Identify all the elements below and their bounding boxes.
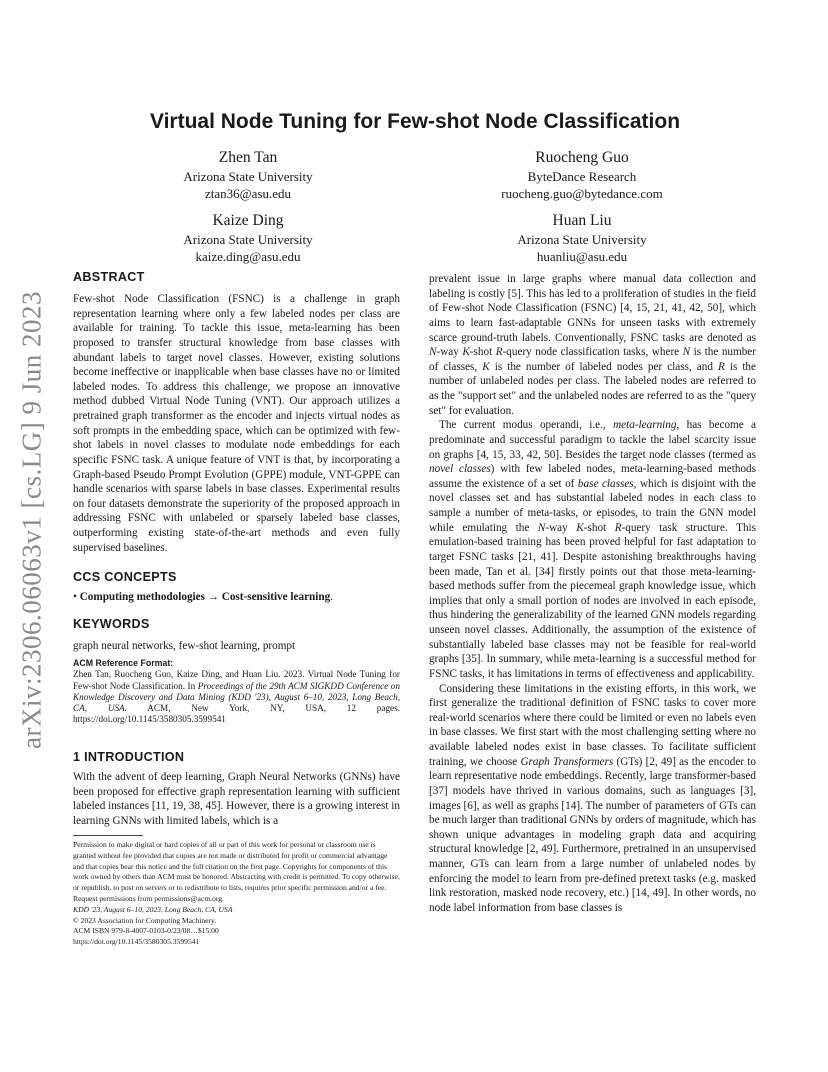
emphasis: novel classes bbox=[429, 463, 491, 476]
math-k: K bbox=[576, 521, 584, 534]
author-block bbox=[452, 147, 712, 202]
author-block bbox=[118, 210, 378, 265]
text-run: -query node classification tasks, where bbox=[502, 346, 683, 359]
acm-ref-venue: Proceedings of the 29th ACM SIGKDD Conference on Knowledge Discovery and Data Mining (KDD '23), August 6–10, 2023, Long Beach, CA, USA. bbox=[73, 680, 400, 714]
text-run: , has become a predominate and successful paradigm to tackle the label scarcity issue on graphs [4, 15, 33, 42, 50]. Besides the target node classes (termed as bbox=[429, 419, 756, 461]
math-r: R bbox=[717, 360, 725, 373]
arxiv-sidebar bbox=[10, 291, 54, 749]
intro-paragraph-1 bbox=[429, 272, 756, 418]
math-n: N bbox=[429, 346, 437, 359]
author-affiliation: ByteDance Research bbox=[527, 169, 637, 184]
author-affiliation: Arizona State University bbox=[517, 232, 647, 247]
intro-paragraph: With the advent of deep learning, Graph Neural Networks (GNNs) have been proposed for effective graph representation learning with sufficient labeled instances [11, 19, 38, 45]. However, there is a growing interest in learning GNNs with limited labels, which is a bbox=[73, 771, 400, 827]
author-name: Zhen Tan bbox=[218, 149, 278, 166]
permission-notice: Permission to make digital or hard copies of all or part of this work for personal or classroom use is granted without fee provided that copies are not made or distributed for profit or commercial advantage and that copies bear this notice and the full citation on the first page. Copyrights for components of this work owned by others than ACM must be honored. Abstracting with credit is permitted. To copy otherwise, or republish, to post on servers or to redistribute to lists, requires prior specific permission and/or a fee. Request permissions from permissions@acm.org. bbox=[73, 840, 400, 903]
text-run: , which is disjoint with the novel classes set and has substantial labeled nodes in each class to sample a number of meta-tasks, or episodes, to train the GNN model while emulating the bbox=[429, 477, 756, 534]
paper-title: Virtual Node Tuning for Few-shot Node Classification bbox=[149, 110, 681, 133]
author-name: Huan Liu bbox=[552, 212, 612, 229]
intro-continued bbox=[429, 272, 756, 916]
ccs-bullet: • bbox=[73, 591, 77, 603]
intro-text bbox=[73, 770, 400, 829]
text-run: Considering these limitations in the existing efforts, in this work, we first generalize the traditional definition of FSNC tasks to cover more real-world scenarios where there could be limited or even no labels even in base classes. We first start with the most challenging setting where no available labeled nodes exist in base classes. To facilitate sufficient training, we choose bbox=[429, 682, 756, 768]
math-n: N bbox=[682, 346, 691, 359]
abstract-heading: ABSTRACT bbox=[73, 270, 145, 284]
intro-heading: 1 INTRODUCTION bbox=[73, 750, 185, 764]
author-email[interactable]: huanliu@asu.edu bbox=[536, 249, 628, 264]
ccs-heading: CCS CONCEPTS bbox=[73, 570, 177, 584]
math-k: K bbox=[462, 346, 470, 359]
acm-reference bbox=[73, 658, 400, 726]
text-run: -shot bbox=[583, 521, 615, 534]
conference-line: KDD '23, August 6–10, 2023, Long Beach, CA, USA bbox=[73, 904, 233, 914]
ccs-item: Computing methodologies → Cost-sensitive learning bbox=[79, 591, 331, 603]
ccs-concepts bbox=[73, 590, 400, 605]
author-block bbox=[118, 147, 378, 202]
author-name: Kaize Ding bbox=[212, 212, 284, 229]
abstract-paragraph: Few-shot Node Classification (FSNC) is a challenge in graph representation learning where only a few labeled nodes per class are available for training. To tackle this issue, meta-learning has been proposed to transfer structural knowledge from base classes with abundant labels to target novel classes. However, existing solutions become ineffective or inapplicable when base classes have no or limited labeled nodes. To address this challenge, we propose an innovative method dubbed Virtual Node Tuning (VNT). Our approach utilizes a pretrained graph transformer as the encoder and injects virtual nodes as soft prompts in the embedding space, which can be optimized with few-shot labels in novel classes to modulate node embeddings for each specific FSNC task. A unique feature of VNT is that, by incorporating a Graph-based Pseudo Prompt Evolution (GPPE) module, VNT-GPPE can handle scenarios with sparse labels in base classes. Experimental results on four datasets demonstrate the superiority of the proposed approach in addressing FSNC with unlabeled or sparsely labeled base classes, outperforming existing state-of-the-art methods and even fully supervised baselines. bbox=[73, 293, 400, 554]
copyright-footnote bbox=[73, 840, 400, 948]
copyright-line: © 2023 Association for Computing Machinery. bbox=[73, 915, 217, 925]
author-affiliation: Arizona State University bbox=[183, 232, 313, 247]
intro-paragraph-2 bbox=[429, 418, 756, 681]
math-k: K bbox=[482, 360, 490, 373]
author-affiliation: Arizona State University bbox=[183, 169, 313, 184]
text-run: -query task structure. This emulation-based training has been proved helpful for fast adaptation to target FSNC tasks [21, 41]. Despite astonishing breakthroughs having been made, Tan et al. [34] firstly points out that those meta-learning-based methods suffer from the piecemeal graph knowledge issue, which implies that only a small portion of nodes are involved in each episode, thus hindering the generalizability of the learned GNN models regarding unseen novel classes. Additionally, the assumption of the existence of substantially labeled base classes may not be feasible for real-world graphs [35]. In summary, while meta-learning is a successful method for FSNC tasks, it has limitations in terms of effectiveness and applicability. bbox=[429, 521, 757, 680]
author-block bbox=[452, 210, 712, 265]
emphasis: base classes bbox=[577, 477, 634, 490]
keywords-text: graph neural networks, few-shot learning, prompt bbox=[73, 640, 296, 652]
intro-paragraph-3 bbox=[429, 682, 756, 916]
emphasis: Graph Transformers bbox=[520, 755, 614, 768]
text-run: is the number of unlabeled nodes per class. The labeled nodes are referred to as the "support set" and the unlabeled nodes are referred to as the "query set" for evaluation. bbox=[429, 360, 756, 417]
text-run: is the number of labeled nodes per class, and bbox=[489, 360, 718, 373]
text-run: (GTs) [2, 49] as the encoder to learn representative node embeddings. Recently, large transformer-based [37] models have thrived in various domains, such as languages [3], images [6], as well as graphs [14]. The number of parameters of GTs can be much larger than traditional GNNs by orders of magnitude, which has shown unique advantages in modeling graph data and acquiring structural knowledge [2, 49]. Furthermore, pretrained in an unsupervised manner, GTs can learn from a large number of unlabeled nodes by enforcing the model to learn from pre-defined pretext tasks (e.g. masked link restoration, masked node recovery, etc.) [14, 49]. In other words, no node label information from base classes is bbox=[429, 755, 756, 914]
author-email[interactable]: ztan36@asu.edu bbox=[205, 186, 291, 201]
acm-ref-heading: ACM Reference Format: bbox=[73, 658, 174, 668]
text-run: ) with few labeled nodes, meta-learning-based methods assume the existence of a set of bbox=[429, 463, 756, 490]
text-run: is the number of classes, bbox=[429, 346, 756, 373]
emphasis: meta-learning bbox=[613, 419, 677, 432]
text-run: -way bbox=[436, 346, 463, 359]
arxiv-identifier: arXiv:2306.06063v1 [cs.LG] 9 Jun 2023 bbox=[16, 291, 47, 749]
ccs-end: . bbox=[330, 591, 333, 603]
math-n: N bbox=[537, 521, 546, 534]
math-r: R bbox=[495, 346, 503, 359]
author-name: Ruocheng Guo bbox=[535, 149, 629, 166]
acm-ref-part1: Zhen Tan, Ruocheng Guo, Kaize Ding, and Huan Liu. 2023. Virtual Node Tuning for Few-shot Node Classification. In bbox=[73, 669, 400, 691]
acm-ref-part2: ACM, New York, NY, USA, 12 pages. https://doi.org/10.1145/3580305.3599541 bbox=[73, 703, 400, 725]
text-run: prevalent issue in large graphs where manual data collection and labeling is costly [5]. This has led to a proliferation of studies in the field of Few-shot Node Classification (FSNC) [4, 15, 21, 41, 42, 50], which aims to learn fast-adaptable GNNs for unseen tasks with extremely scarce ground-truth labels. Conventionally, FSNC tasks are denoted as bbox=[429, 273, 756, 344]
text-run: -shot bbox=[469, 346, 496, 359]
math-r: R bbox=[614, 521, 622, 534]
footnote-rule bbox=[73, 835, 143, 836]
doi-line[interactable]: https://doi.org/10.1145/3580305.3599541 bbox=[73, 937, 200, 947]
author-email[interactable]: kaize.ding@asu.edu bbox=[195, 249, 301, 264]
keywords-heading: KEYWORDS bbox=[73, 617, 150, 631]
isbn-line: ACM ISBN 979-8-4007-0103-0/23/08…$15.00 bbox=[73, 926, 219, 936]
abstract-text bbox=[73, 292, 400, 555]
text-run: The current modus operandi, i.e., bbox=[439, 419, 614, 432]
text-run: -way bbox=[545, 521, 577, 534]
author-email[interactable]: ruocheng.guo@bytedance.com bbox=[501, 186, 663, 201]
